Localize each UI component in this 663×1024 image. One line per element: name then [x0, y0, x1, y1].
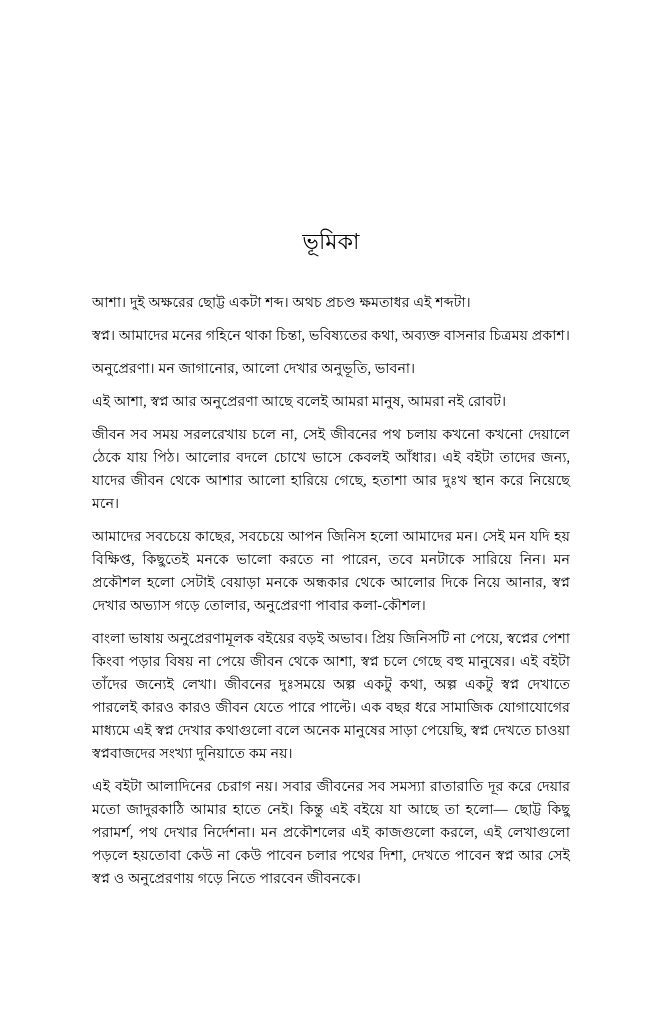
paragraph: আমাদের সবচেয়ে কাছের, সবচেয়ে আপন জিনিস হলো আমাদের মন। সেই মন যদি হয় বিক্ষিপ্ত, কিছুতেই মনকে ভালো করতে না পারেন, তবে মনটাকে সারিয়ে নিন। মন প্রকৌশল হলো সেটাই বেয়াড়া মনকে অন্ধকার থেকে আলোর দিকে নিয়ে আনার, স্বপ্ন দেখার অভ্যাস গড়ে তোলার, অনুপ্রেরণা পাবার কলা-কৌশল।: [92, 528, 570, 614]
paragraph: জীবন সব সময় সরলরেখায় চলে না, সেই জীবনের পথ চলায় কখনো কখনো দেয়ালে ঠেকে যায় পিঠ। আলোর বদলে চোখে ভাসে কেবলই আঁধার। এই বইটা তাদের জন্য, যাদের জীবন থেকে আশার আলো হারিয়ে গেছে, হতাশা আর দুঃখ স্থান করে নিয়েছে মনে।: [92, 426, 570, 512]
paragraph: বাংলা ভাষায় অনুপ্রেরণামূলক বইয়ের বড়ই অভাব। প্রিয় জিনিসটি না পেয়ে, স্বপ্নের পেশা কিংবা পড়ার বিষয় না পেয়ে জীবন থেকে আশা, স্বপ্ন চলে গেছে বহু মানুষের। এই বইটা তাঁদের জন্যেই লেখা। জীবনের দুঃসময়ে অল্প একটু কথা, অল্প একটু স্বপ্ন দেখাতে পারলেই কারও কারও জীবন যেতে পারে পাল্টে। এক বছর ধরে সামাজিক যোগাযোগের মাধ্যমে এই স্বপ্ন দেখার কথাগুলো বলে অনেক মানুষের সাড়া পেয়েছি, স্বপ্ন দেখতে চাওয়া স্বপ্নবাজদের সংখ্যা দুনিয়াতে কম নয়।: [92, 630, 570, 762]
paragraph: এই আশা, স্বপ্ন আর অনুপ্রেরণা আছে বলেই আমরা মানুষ, আমরা নই রোবট।: [92, 393, 507, 410]
paragraph: এই বইটা আলাদিনের চেরাগ নয়। সবার জীবনের সব সমস্যা রাতারাতি দূর করে দেয়ার মতো জাদুরকাঠি আমার হাতে নেই। কিন্তু এই বইয়ে যা আছে তা হলো— ছোট্ট কিছু পরামর্শ, পথ দেখার নির্দেশনা। মন প্রকৌশলের এই কাজগুলো করলে, এই লেখাগুলো পড়লে হয়তোবা কেউ না কেউ পাবেন চলার পথের দিশা, দেখতে পাবেন স্বপ্ন আর সেই স্বপ্ন ও অনুপ্রেরণায় গড়ে নিতে পারবেন জীবনকে।: [92, 778, 570, 887]
paragraph: অনুপ্রেরণা। মন জাগানোর, আলো দেখার অনুভূতি, ভাবনা।: [92, 360, 416, 377]
page-content: [92, 0, 570, 891]
paragraph: আশা। দুই অক্ষরের ছোট্ট একটা শব্দ। অথচ প্রচণ্ড ক্ষমতাধর এই শব্দটা।: [92, 294, 471, 311]
page-title: ভূমিকা: [302, 229, 360, 254]
body-text: [92, 256, 570, 891]
paragraph: স্বপ্ন। আমাদের মনের গহিনে থাকা চিন্তা, ভবিষ্যতের কথা, অব্যক্ত বাসনার চিত্রময় প্রকাশ।: [92, 327, 570, 344]
